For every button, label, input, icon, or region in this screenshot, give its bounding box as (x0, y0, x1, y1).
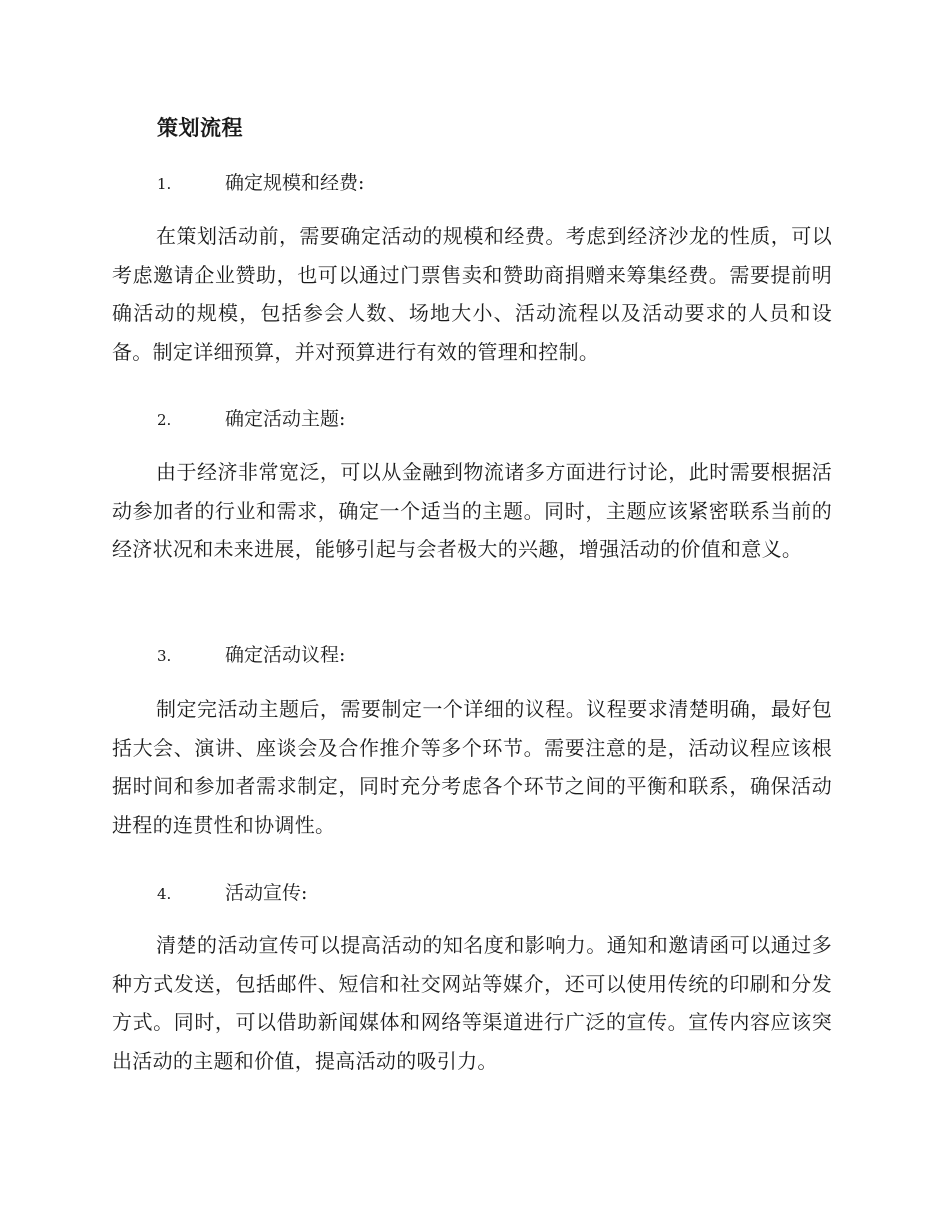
section-body-1: 在策划活动前，需要确定活动的规模和经费。考虑到经济沙龙的性质，可以考虑邀请企业赞助，也可以通过门票售卖和赞助商捐赠来筹集经费。需要提前明确活动的规模，包括参会人数、场地大小、活动流程以及活动要求的人员和设备。制定详细预算，并对预算进行有效的管理和控制。 (112, 224, 832, 364)
document-title: 策划流程 (157, 115, 243, 140)
section-heading-text: 确定活动议程: (225, 644, 346, 666)
section-heading-text: 确定规模和经费: (225, 172, 365, 194)
section-number: 1. (157, 175, 172, 193)
section-heading-1 (157, 169, 364, 197)
section-heading-text: 确定活动主题: (225, 408, 346, 430)
section-heading-2 (157, 405, 345, 433)
section-body-3: 制定完活动主题后，需要制定一个详细的议程。议程要求清楚明确，最好包括大会、演讲、座谈会及合作推介等多个环节。需要注意的是，活动议程应该根据时间和参加者需求制定，同时充分考虑各个环节之间的平衡和联系，确保活动进程的连贯性和协调性。 (112, 697, 832, 837)
section-number: 4. (157, 885, 172, 903)
section-heading-text: 活动宣传: (225, 882, 308, 904)
section-heading-4 (157, 879, 307, 907)
section-body-2: 由于经济非常宽泛，可以从金融到物流诸多方面进行讨论，此时需要根据活动参加者的行业和需求，确定一个适当的主题。同时，主题应该紧密联系当前的经济状况和未来进展，能够引起与会者极大的兴趣，增强活动的价值和意义。 (112, 460, 832, 561)
section-number: 3. (157, 647, 172, 665)
section-heading-3 (157, 641, 345, 669)
section-body-4: 清楚的活动宣传可以提高活动的知名度和影响力。通知和邀请函可以通过多种方式发送，包括邮件、短信和社交网站等媒介，还可以使用传统的印刷和分发方式。同时，可以借助新闻媒体和网络等渠道进行广泛的宣传。宣传内容应该突出活动的主题和价值，提高活动的吸引力。 (112, 933, 832, 1073)
section-number: 2. (157, 411, 172, 429)
